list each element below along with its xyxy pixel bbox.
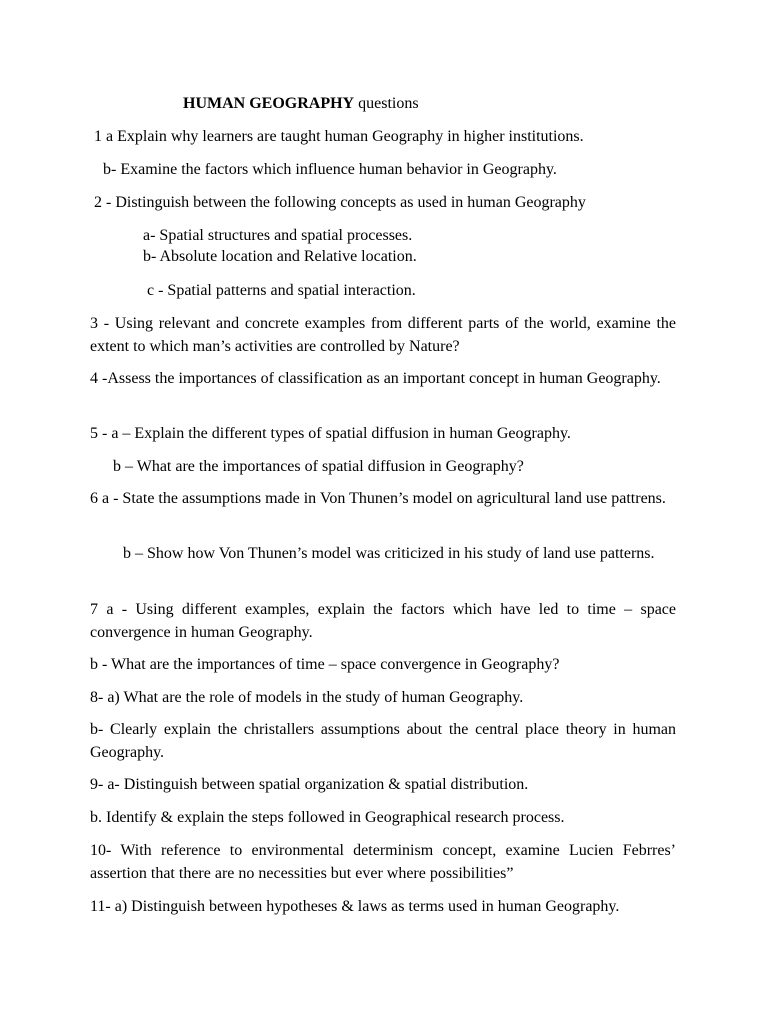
question-8b: b- Clearly explain the christallers assumptions about the central place theory in human Geography. [90,721,676,761]
question-5b: b – What are the importances of spatial diffusion in Geography? [113,458,524,475]
question-2c: c - Spatial patterns and spatial interaction. [147,282,416,299]
question-5a: 5 - a – Explain the different types of spatial diffusion in human Geography. [90,425,571,442]
question-7a: 7 a - Using different examples, explain the factors which have led to time – space convergence in human Geography. [90,601,676,641]
question-4: 4 -Assess the importances of classification as an important concept in human Geography. [90,370,661,387]
title-bold: HUMAN GEOGRAPHY [183,95,355,112]
question-1a: 1 a Explain why learners are taught human Geography in higher institutions. [94,128,584,145]
question-2: 2 - Distinguish between the following concepts as used in human Geography [94,194,586,211]
question-6b: b – Show how Von Thunen’s model was criticized in his study of land use patterns. [123,545,655,562]
document-title [183,93,419,115]
question-9a: 9- a- Distinguish between spatial organization & spatial distribution. [90,776,529,793]
question-2a: a- Spatial structures and spatial processes. [143,227,413,244]
question-8a: 8- a) What are the role of models in the study of human Geography. [90,689,524,706]
question-7b: b - What are the importances of time – space convergence in Geography? [90,656,560,673]
question-11a: 11- a) Distinguish between hypotheses & laws as terms used in human Geography. [90,898,620,915]
question-1b: b- Examine the factors which influence human behavior in Geography. [103,161,557,178]
question-10: 10- With reference to environmental determinism concept, examine Lucien Febrres’ assertion that there are no necessities but ever where possibilities” [90,842,676,882]
question-6a: 6 a - State the assumptions made in Von Thunen’s model on agricultural land use pattrens. [90,490,666,507]
question-3: 3 - Using relevant and concrete examples from different parts of the world, examine the extent to which man’s activities are controlled by Nature? [90,315,676,355]
question-2b: b- Absolute location and Relative location. [143,248,417,265]
question-9b: b. Identify & explain the steps followed in Geographical research process. [90,809,565,826]
title-rest: questions [354,95,419,112]
